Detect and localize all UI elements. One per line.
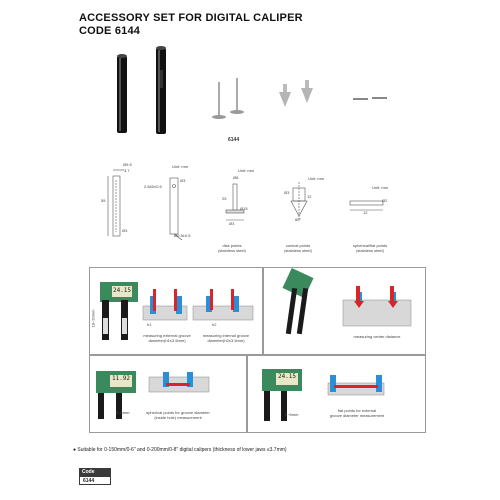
spherical-inside-diagram <box>149 372 209 392</box>
external-groove-diagram <box>143 289 187 320</box>
range-label-4: 0~6mm <box>285 412 299 417</box>
title-line-2: CODE 6144 <box>79 25 141 37</box>
caption-sph-line-1: spherical points for groove diameter <box>146 410 210 415</box>
caption-center-distance: measuring center distance <box>353 334 401 339</box>
dim-d12b: Ø2 <box>382 198 388 203</box>
caliper-illustration-2 <box>282 268 313 334</box>
caption-flat-external <box>325 408 389 418</box>
dim-d12a: 12 <box>307 194 312 199</box>
caption-spherical-line-2: (stainless steel) <box>356 248 384 253</box>
range-label-3: 0~6mm <box>116 410 130 415</box>
product-code-label: 6144 <box>228 137 240 143</box>
dim-d55: 55 <box>101 198 106 203</box>
dim-d12: 12 <box>363 210 368 215</box>
dim-d3d: Ø3 <box>284 190 290 195</box>
unit-label-b: Unit: mm <box>238 168 254 173</box>
caption-conical-line-1: conical points <box>285 243 311 248</box>
center-distance-diagram <box>343 286 411 326</box>
display-reading-3: 11.92 <box>111 375 131 382</box>
code-table-value: 6144 <box>79 476 111 485</box>
dim-d3c: Ø3 <box>229 221 235 226</box>
unit-label-a: Unit: mm <box>172 164 188 169</box>
dim-d0: Ø0.5±0.5 <box>174 233 191 238</box>
unit-label-d: Unit: mm <box>372 185 388 190</box>
code-table-header: Code <box>79 468 111 476</box>
dim-d3: Ø3 <box>122 228 128 233</box>
caption-external-groove <box>142 333 192 343</box>
caption-disk-line-2: (stainless steel) <box>218 248 246 253</box>
dim-d95: Ø9.5 <box>123 162 132 167</box>
caption-sph-line-2: (inside hole) measurement <box>154 415 202 420</box>
title-line-1: ACCESSORY SET FOR DIGITAL CALIPER <box>79 12 303 24</box>
display-reading-4: 24.15 <box>277 373 297 380</box>
flat-external-diagram <box>328 375 384 395</box>
internal-groove-diagram <box>193 289 253 320</box>
caption-flat-line-2: groove diameter measurement <box>329 413 385 418</box>
caption-int-line-2: diameter(h2≤3.5mm) <box>207 338 245 343</box>
unit-label-c: Unit: mm <box>308 176 324 181</box>
caption-disk-line-1: disk points <box>222 243 242 248</box>
caption-internal-groove <box>198 333 254 343</box>
caption-spherical-line-1: spherical/flat points <box>352 243 388 248</box>
caption-int-line-1: measuring internal groove <box>202 333 250 338</box>
dim-d37: 3.7 <box>124 168 130 173</box>
caption-conical-line-2: (stainless steel) <box>284 248 312 253</box>
compatibility-note: ● Suitable for 0-150mm/0-6" and 0-200mm/0-8" digital calipers (thickness of lower jaws ≤3.7mm) <box>73 447 287 453</box>
label-h1: h1 <box>147 322 152 327</box>
caption-spherical-inside <box>142 410 214 420</box>
dim-d8a: Ø8 <box>233 175 239 180</box>
caption-ext-line-1: measuring external groove <box>143 333 191 338</box>
label-h2: h2 <box>212 322 217 327</box>
range-label-1: 18~20mm <box>90 309 96 328</box>
caption-ext-line-2: diameter(h1≤3.5mm) <box>148 338 186 343</box>
dim-d3b: Ø3 <box>180 178 186 183</box>
dim-d25: 25 <box>222 196 227 201</box>
caption-flat-line-1: flat points for external <box>337 408 377 413</box>
dim-h2840: 2.840±0.5 <box>144 184 162 189</box>
dim-d60: 60° <box>295 217 302 222</box>
code-table <box>79 468 111 485</box>
dim-d15: Ø15 <box>240 206 248 211</box>
display-reading-1: 24.15 <box>112 287 132 294</box>
